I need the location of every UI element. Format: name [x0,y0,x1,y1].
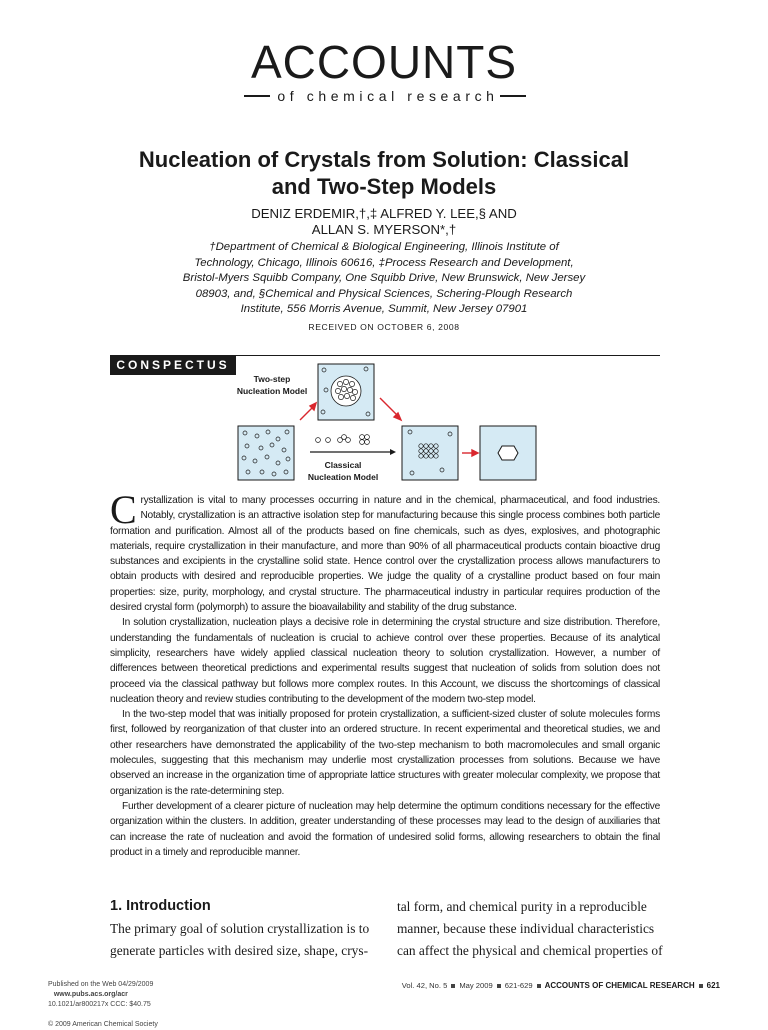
classical-arrowhead [390,449,396,455]
separator-square [497,984,501,988]
journal-subtitle: of chemical research [277,88,499,104]
text-line: can affect the physical and chemical properties of [397,943,663,958]
journal-title: ACCOUNTS [250,36,518,88]
affiliation-line: †Department of Chemical & Biological Engineering, Illinois Institute of [209,241,559,253]
conspectus-paragraph: Crystallization is vital to many processes occurring in nature and in the chemical, pharmaceutical, and food industries. Notably, crystallization is an attractive isolation step for manufacturing because this single process combines both particle formation and purification. Almost all of the products based on fine chemicals, such as dyes, explosives, and photographic materials, require crystallization in their manufacture, and more than 90% of all pharmaceutical products contain bioactive drug substances and excipients in the crystalline solid state. Hence control over the crystallization process allows manufacturers to obtain products with desired and reproducible properties. We judge the quality of a crystalline product based on four main properties: size, purity, morphology, and crystal structure. The pharmaceutical industry in particular requires production of the desired crystal form (polymorph) to assure the bioavailability and stability of the drug substance. [110,487,660,614]
article-title [60,146,708,200]
received-date: RECEIVED ON OCTOBER 6, 2008 [308,322,460,332]
text-line: tal form, and chemical purity in a reproducible [397,899,647,914]
conspectus-label: CONSPECTUS [110,356,236,375]
conspectus-text [110,487,660,860]
two-step-label-line2: Nucleation Model [236,386,308,396]
conspectus-paragraph: In the two-step model that was initially proposed for protein crystallization, a sufficient-sized cluster of solute molecules forms first, followed by reorganization of that cluster into an ordered structure. In recent experimental and theoretical studies, we and other researchers have demonstrated the applicability of the two-step mechanism to both macromolecules and small organic molecules, suggesting that this mechanism may underlie most crystallization processes from solutions. Because we have observed an increase in the organization time of appropriate lattice structures with greater molecular complexity, we propose that organization is the rate-determining step. [110,709,660,797]
conspectus-paragraph: Further development of a clearer picture of nucleation may help determine the optimum conditions necessary for the effective organization within the clusters. In addition, greater understanding of these processes may lead to the design of auxiliaries that can increase the rate of nucleation and avoid the formation of undesired solid forms, allowing researchers to obtain the final product in a timely and reproducible manner. [110,800,660,858]
affiliations [120,240,648,318]
masthead-rule-left [244,95,270,97]
text-line: manner, because these individual characteristics [397,921,655,936]
two-step-label-line1: Two-step [253,374,291,384]
affiliation-line: Technology, Chicago, Illinois 60616, ‡Process Research and Development, [194,256,574,269]
nucleation-models-figure [220,360,560,490]
affiliation-line: Bristol-Myers Squibb Company, One Squibb Drive, New Brunswick, New Jersey [182,272,586,285]
drop-cap: C [110,487,137,532]
separator-square [699,984,703,988]
volume-issue: Vol. 42, No. 5 [401,981,448,990]
classical-intermediates [316,435,370,445]
author-line: DENIZ ERDEMIR,†,‡ ALFRED Y. LEE,§ AND [251,206,517,221]
conspectus-paragraph: In solution crystallization, nucleation plays a decisive role in determining the crystal structure and size distribution. Therefore, understanding the fundamentals of nucleation is crucial to achieve control over these properties. Because of its analytical simplicity, researchers have widely applied classical nucleation theory to solution crystallization. However, a number of differences between theoretical predictions and experimental results suggest that nucleation of solids from solution does not proceed via the classical pathway but follows more complex routes. In this Account, we discuss the shortcomings of classical nucleation theory and review studies contributing to the development of the modern two-step model. [110,617,660,705]
author-line: ALLAN S. MYERSON*,† [311,222,457,237]
text-line: generate particles with desired size, shape, crys- [110,943,369,958]
affiliation-line: Institute, 556 Morris Avenue, Summit, New Jersey 07901 [240,303,528,316]
page-range: 621-629 [504,981,533,990]
journal-url[interactable]: www.pubs.acs.org/acr [53,991,128,998]
intro-column-right [397,896,663,962]
crystal-shape [498,446,518,460]
article-title-line: and Two-Step Models [271,174,497,199]
article-title-line: Nucleation of Crystals from Solution: Classical [138,147,630,172]
footer-publication-info [48,980,158,1030]
page-number: 621 [706,981,720,990]
published-date: Published on the Web 04/29/2009 [48,981,154,988]
separator-square [537,984,541,988]
author-list [60,206,708,238]
affiliation-line: 08903, and, §Chemical and Physical Sciences, Schering-Plough Research [195,287,573,300]
classical-label-line1: Classical [324,460,362,470]
separator-square [451,984,455,988]
journal-name: ACCOUNTS OF CHEMICAL RESEARCH [544,981,695,990]
copyright: © 2009 American Chemical Society [48,1021,158,1028]
doi: 10.1021/ar800217x CCC: $40.75 [48,1001,151,1008]
section-heading: 1. Introduction [110,898,211,914]
footer-citation [402,981,720,990]
classical-label-line2: Nucleation Model [307,472,379,482]
intro-column-left [110,918,372,962]
issue-date: May 2009 [459,981,493,990]
text-line: The primary goal of solution crystallization is to [110,921,370,936]
masthead-rule-right [500,95,526,97]
